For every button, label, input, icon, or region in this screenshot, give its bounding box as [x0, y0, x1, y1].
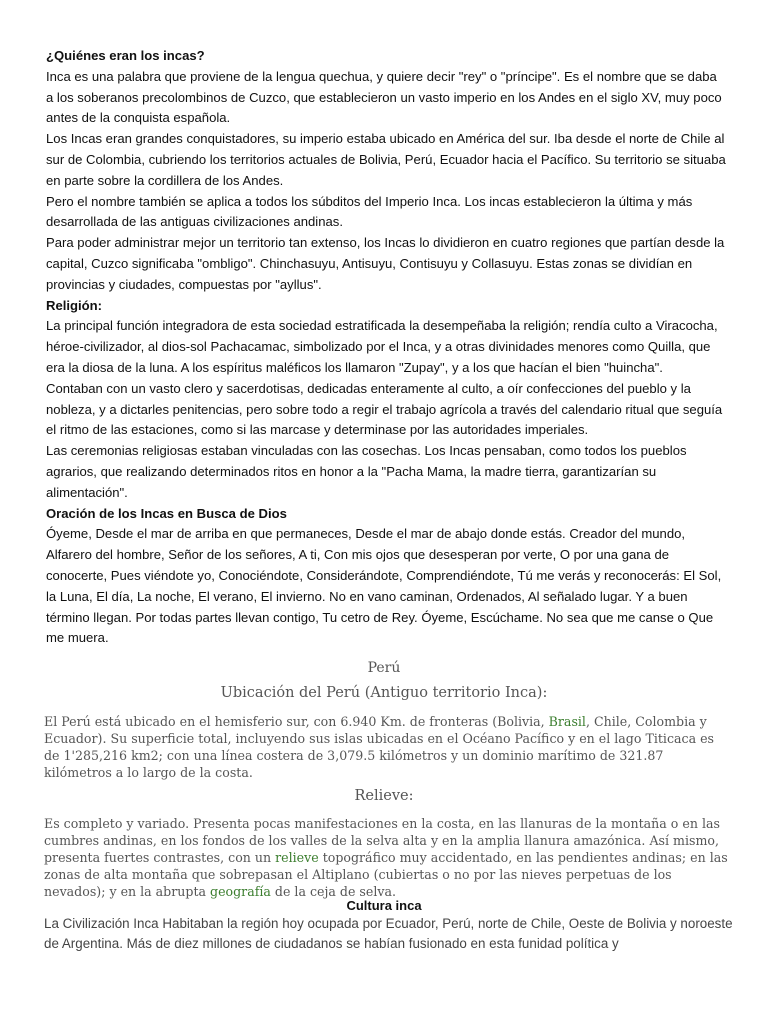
peru-title: Perú [367, 660, 401, 676]
paragraph-regiones: Para poder administrar mejor un territorio tan extenso, los Incas lo dividieron en cuatro regiones que partían desde la capital, Cuzco significaba "ombligo". Chinchasuyu, Antisuyu, Contisuyu y Collasuyu. Estas zonas se dividían en provincias y ciudades, compuestas por "ayllus". [46, 235, 725, 292]
relieve-paragraph [44, 815, 728, 900]
paragraph-oracion: Óyeme, Desde el mar de arriba en que permaneces, Desde el mar de abajo donde estás. Creador del mundo, Alfarero del hombre, Señor de los señores, A ti, Con mis ojos que desesperan por verte, O por una gana de conocerte, Pues viéndote yo, Conociéndote, Considerándote, Comprendiéndote, Tú me verás y reconocerás: El Sol, la Luna, El día, La noche, El verano, El invierno. No en vano caminan, Ordenados, Al señalado lugar. Y a buen término llegan. Por todas partes llevan contigo, Tu cetro de Rey. Óyeme, Escúchame. No sea que me canse o Que me muera. [46, 526, 722, 646]
incas-section [46, 46, 726, 649]
relieve-link[interactable]: relieve [275, 850, 319, 865]
paragraph-clero: Contaban con un vasto clero y sacerdotisas, dedicadas enteramente al culto, a oír confecciones del pueblo y la nobleza, y a dictarles penitencias, pero sobre todo a regir el trabajo agrícola a través del calendario ritual que seguía el ritmo de las estaciones, como si las marcase y determinase por las autoridades imperiales. [46, 380, 723, 438]
quienes-heading: ¿Quiénes eran los incas? [46, 48, 205, 63]
ubicacion-title: Ubicación del Perú (Antiguo territorio Inca): [220, 685, 548, 701]
paragraph-conquistadores: Los Incas eran grandes conquistadores, su imperio estaba ubicado en América del sur. Iba desde el norte de Chile al sur de Colombia, cubriendo los territorios actuales de Bolivia, Perú, Ecuador hacia el Pacífico. Su territorio se situaba en parte sobre la cordillera de los Andes. [46, 131, 726, 188]
cultura-inca-title: Cultura inca [346, 898, 422, 913]
geografia-link[interactable]: geografía [210, 884, 271, 899]
paragraph-subditos: Pero el nombre también se aplica a todos los súbditos del Imperio Inca. Los incas establecieron la última y más desarrollada de las antiguas civilizaciones andinas. [46, 193, 693, 230]
paragraph-ceremonias: Las ceremonias religiosas estaban vinculadas con las cosechas. Los Incas pensaban, como todos los pueblos agrarios, que realizando determinados ritos en honor a la "Pacha Mama, la madre tierra, garantizarían su alimentación". [46, 443, 687, 500]
ubicacion-text-start: El Perú está ubicado en el hemisferio sur, con 6.940 Km. de fronteras (Bolivia, [44, 714, 549, 729]
paragraph-inca-definition: Inca es una palabra que proviene de la lengua quechua, y quiere decir "rey" o "príncipe". Es el nombre que se daba a los soberanos precolombinos de Cuzco, que establecieron un vasto imperio en los Andes en el siglo XV, muy poco antes de la conquista española. [46, 68, 722, 126]
cultura-inca-paragraph: La Civilización Inca Habitaban la región hoy ocupada por Ecuador, Perú, norte de Chile, Oeste de Bolivia y noroeste de Argentina. Más de diez millones de ciudadanos se habían fusionado en esta funidad política y [44, 916, 733, 951]
relieve-title: Relieve: [354, 788, 414, 804]
religion-heading: Religión: [46, 297, 103, 313]
brasil-link[interactable]: Brasil [548, 714, 586, 729]
relieve-text-start: Es completo y variado. Presenta pocas manifestaciones en la costa, en las llanuras de la montaña o en las cumbres andinas, en los fondos de los valles de la selva alta y en la amplia llanura amazónica. Así mismo, presenta fuertes contrastes, con un [44, 816, 720, 865]
ubicacion-text-end: , Chile, Colombia y Ecuador). Su superficie total, incluyendo sus islas ubicadas en el Océano Pacífico y en el lago Titicaca es de 1'285,216 km2; con una línea costera de 3,079.5 kilómetros y un dominio marítimo de 321.87 kilómetros a lo largo de la costa. [44, 714, 715, 780]
ubicacion-paragraph [44, 713, 728, 781]
relieve-text-middle: topográfico muy accidentado, en las pendientes andinas; en las zonas de alta montaña que sobrepasan el Altiplano (cubiertas o no por las nieves perpetuas de los nevados); y en la abrupta [44, 850, 728, 899]
oracion-heading: Oración de los Incas en Busca de Dios [46, 505, 287, 521]
relieve-text-end: de la ceja de selva. [270, 884, 396, 899]
paragraph-religion: La principal función integradora de esta sociedad estratificada la desempeñaba la religión; rendía culto a Viracocha, héroe-civilizador, al dios-sol Pachacamac, simbolizado por el Inca, y a otras divinidades menores como Quilla, que era la diosa de la luna. A los espíritus maléficos los llamaron "Zupay", y a los que hacían el bien "huincha". [46, 318, 718, 375]
